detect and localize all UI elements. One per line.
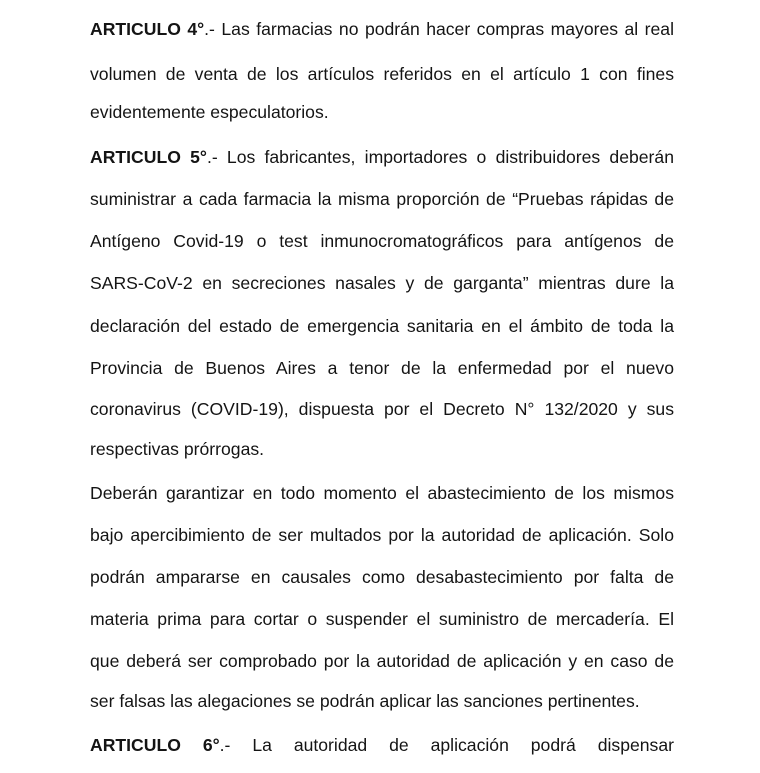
paragraph-2-line-2: bajo apercibimiento de ser multados por la autoridad de aplicación. Solo bbox=[90, 525, 674, 545]
paragraph-2-line-4: materia prima para cortar o suspender el suministro de mercadería. El bbox=[90, 609, 674, 629]
paragraph-2-line-6: ser falsas las alegaciones se podrán aplicar las sanciones pertinentes. bbox=[90, 691, 640, 711]
article-4-line-3: evidentemente especulatorios. bbox=[90, 102, 329, 122]
article-5-heading: ARTICULO 5° bbox=[90, 147, 207, 167]
paragraph-2-line-3: podrán ampararse en causales como desabastecimiento por falta de bbox=[90, 567, 674, 587]
article-6-line-1 bbox=[90, 734, 674, 756]
article-5-line-2: suministrar a cada farmacia la misma proporción de “Pruebas rápidas de bbox=[90, 189, 674, 209]
article-4-text: .- Las farmacias no podrán hacer compras mayores al real bbox=[204, 19, 674, 39]
article-6-text: .- La autoridad de aplicación podrá dispensar bbox=[219, 735, 674, 755]
article-4-line-1 bbox=[90, 18, 674, 40]
article-4-line-2: volumen de venta de los artículos referidos en el artículo 1 con fines bbox=[90, 64, 674, 84]
paragraph-2-line-5: que deberá ser comprobado por la autoridad de aplicación y en caso de bbox=[90, 651, 674, 671]
article-6-heading: ARTICULO 6° bbox=[90, 735, 220, 755]
article-5-line-8: respectivas prórrogas. bbox=[90, 439, 265, 459]
paragraph-2-line-1: Deberán garantizar en todo momento el abastecimiento de los mismos bbox=[90, 483, 674, 503]
article-4-heading: ARTICULO 4° bbox=[90, 19, 205, 39]
article-5-line-3: Antígeno Covid-19 o test inmunocromatográficos para antígenos de bbox=[90, 231, 674, 251]
article-5-text: .- Los fabricantes, importadores o distribuidores deberán bbox=[206, 147, 674, 167]
article-5-line-7: coronavirus (COVID-19), dispuesta por el Decreto N° 132/2020 y sus bbox=[90, 399, 674, 419]
article-5-line-5: declaración del estado de emergencia sanitaria en el ámbito de toda la bbox=[90, 316, 674, 336]
article-5-line-1 bbox=[90, 146, 674, 168]
article-5-line-4: SARS-CoV-2 en secreciones nasales y de garganta” mientras dure la bbox=[90, 273, 674, 293]
article-5-line-6: Provincia de Buenos Aires a tenor de la enfermedad por el nuevo bbox=[90, 358, 674, 378]
